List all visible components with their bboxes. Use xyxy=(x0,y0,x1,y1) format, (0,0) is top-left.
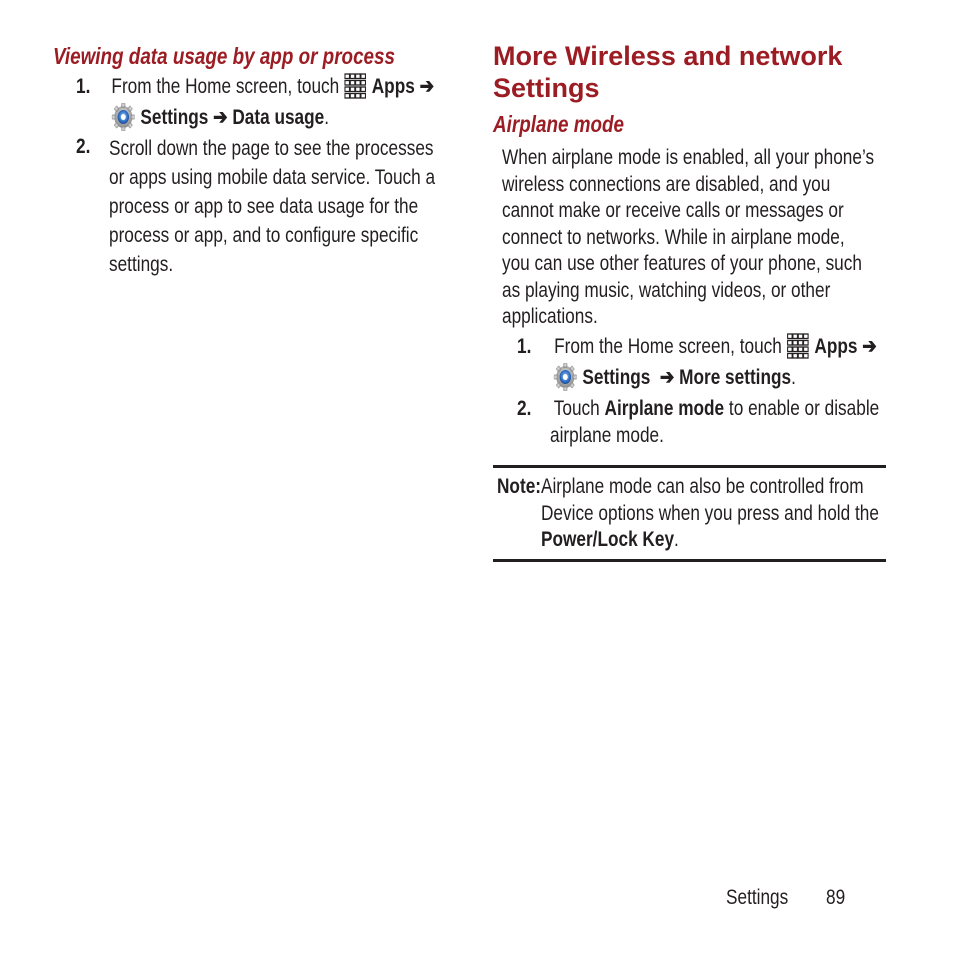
right-step-2-line-2: airplane mode. xyxy=(550,424,664,447)
note-bottom-divider xyxy=(493,559,886,562)
data-usage-label: Data usage xyxy=(232,106,325,129)
settings-gear-icon xyxy=(553,362,578,392)
step-text: From the Home screen, touch xyxy=(111,75,340,98)
settings-gear-icon xyxy=(111,102,136,132)
arrow-icon: ➔ xyxy=(419,75,435,98)
step-number: 1. xyxy=(517,335,532,358)
right-step-1-line-2: Settings ➔ More settings. xyxy=(553,362,849,392)
power-lock-key-label: Power/Lock Key xyxy=(541,528,675,551)
note-label: Note: xyxy=(497,475,542,498)
airplane-intro-paragraph: When airplane mode is enabled, all your phone’s wireless connections are disabled, and you cannot make or receive calls or messages or connect to networks. While in airplane mode, you can use other features of your phone, such as playing music, watching videos, or other applications. xyxy=(502,146,875,328)
apps-grid-icon xyxy=(344,73,367,99)
left-step-1 xyxy=(76,73,513,100)
subheading-airplane-mode: Airplane mode xyxy=(493,111,625,137)
section-heading-data-usage: Viewing data usage by app or process xyxy=(53,43,396,69)
airplane-mode-label: Airplane mode xyxy=(604,397,725,420)
step-text: From the Home screen, touch xyxy=(554,335,782,358)
note-text: Airplane mode can also be controlled from Device options when you press and hold the Power/Lock Key. xyxy=(541,475,879,551)
apps-label: Apps xyxy=(371,75,415,98)
left-step-2-text: Scroll down the page to see the processes or apps using mobile data service. Touch a process or app to see data usage for the process or app, and to configure specific settings. xyxy=(109,137,436,276)
left-step-2-number: 2. xyxy=(76,135,91,158)
apps-grid-icon xyxy=(787,333,810,359)
left-step-1-line-2: Settings ➔ Data usage. xyxy=(111,102,377,132)
footer-page-number: 89 xyxy=(826,886,846,909)
right-step-1 xyxy=(517,333,954,360)
apps-label: Apps xyxy=(814,335,858,358)
arrow-icon: ➔ xyxy=(862,335,877,358)
settings-label: Settings xyxy=(582,366,651,389)
step-number: 2. xyxy=(517,397,532,420)
step-number: 1. xyxy=(76,75,91,98)
page-title: More Wireless and network Settings xyxy=(493,41,843,103)
arrow-icon: ➔ xyxy=(659,366,675,389)
more-settings-label: More settings xyxy=(679,366,792,389)
right-step-2: 2. Touch Airplane mode to enable or disable xyxy=(517,397,880,420)
note-top-divider xyxy=(493,465,886,468)
settings-label: Settings xyxy=(140,106,209,129)
arrow-icon: ➔ xyxy=(213,106,228,129)
footer-section-label: Settings xyxy=(726,886,789,909)
